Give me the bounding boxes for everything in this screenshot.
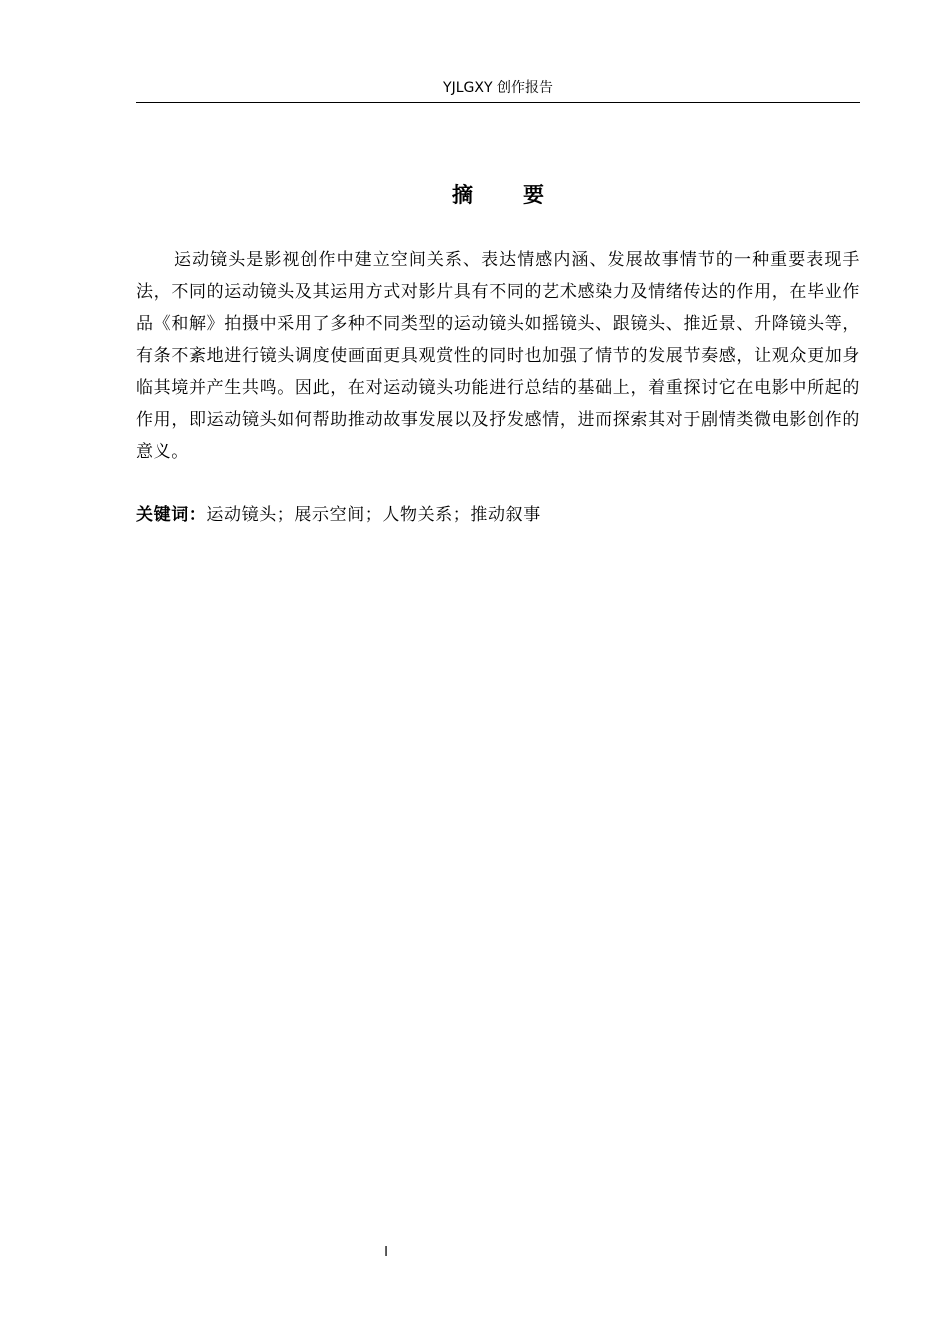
header-title: YJLGXY 创作报告: [443, 80, 553, 96]
keywords-line: [136, 499, 860, 531]
page-number: I: [384, 1245, 388, 1260]
page-header: [136, 78, 860, 103]
keywords-label: 关键词：: [136, 505, 207, 525]
abstract-heading: 摘要: [452, 183, 594, 207]
abstract-body: 运动镜头是影视创作中建立空间关系、表达情感内涵、发展故事情节的一种重要表现手法，不同的运动镜头及其运用方式对影片具有不同的艺术感染力及情绪传达的作用，在毕业作品《和解》拍摄中采用了多种不同类型的运动镜头如摇镜头、跟镜头、推近景、升降镜头等，有条不紊地进行镜头调度使画面更具观赏性的同时也加强了情节的发展节奏感，让观众更加身临其境并产生共鸣。因此，在对运动镜头功能进行总结的基础上，着重探讨它在电影中所起的作用，即运动镜头如何帮助推动故事发展以及抒发感情，进而探索其对于剧情类微电影创作的意义。: [136, 250, 860, 462]
keywords-value: 运动镜头；展示空间；人物关系；推动叙事: [206, 505, 541, 525]
